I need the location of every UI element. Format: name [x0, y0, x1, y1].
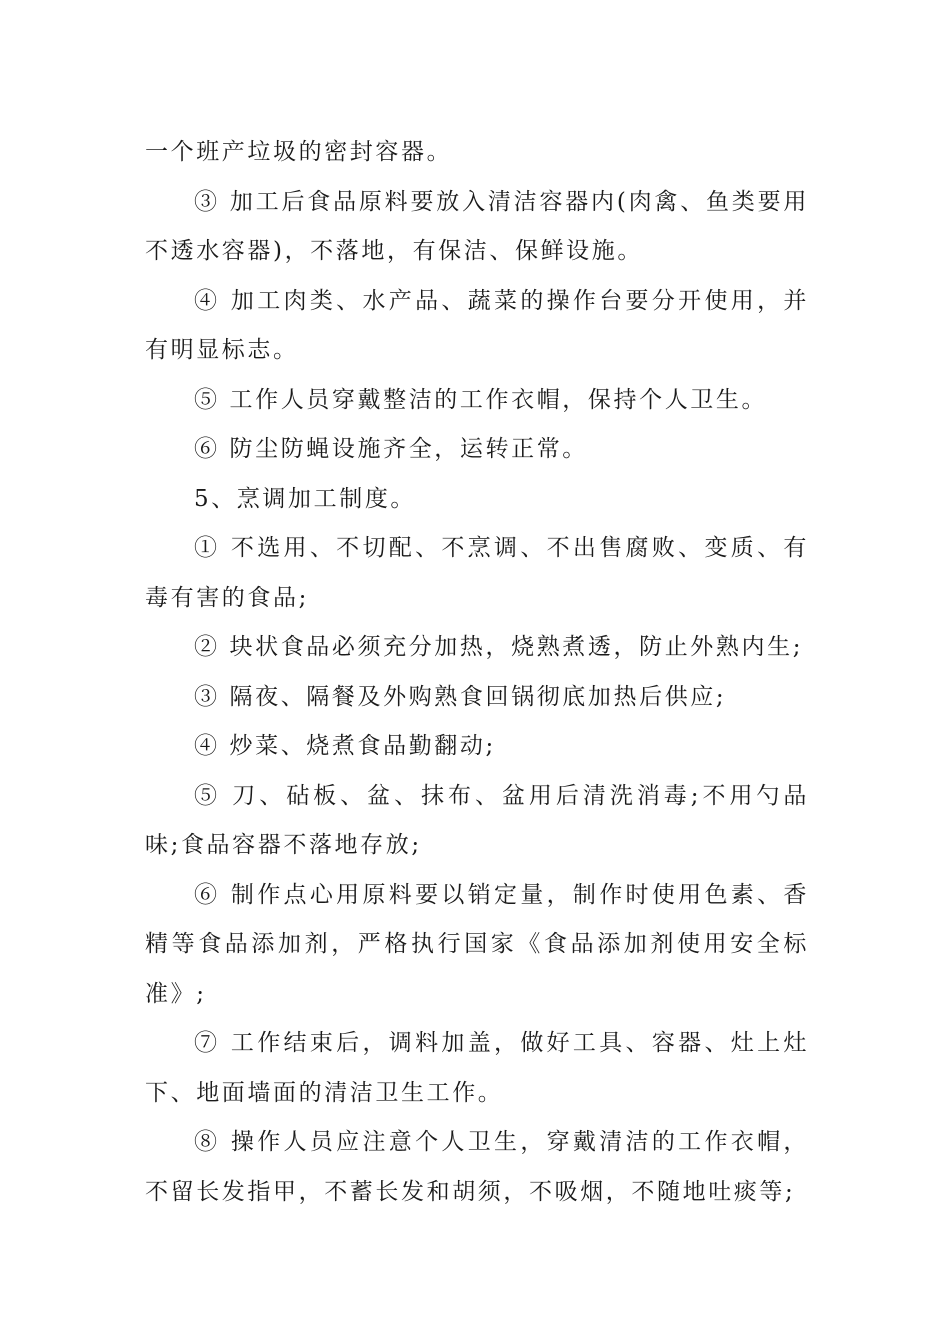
paragraph-item-5-staff-hygiene: ⑤ 工作人员穿戴整洁的工作衣帽，保持个人卫生。 — [194, 386, 768, 413]
paragraph-cooking-item-5: ⑤ 刀、砧板、盆、抹布、盆用后清洗消毒;不用勺品味;食品容器不落地存放; — [145, 782, 809, 858]
paragraph-cooking-item-7: ⑦ 工作结束后，调料加盖，做好工具、容器、灶上灶下、地面墙面的清洁卫生工作。 — [145, 1030, 809, 1106]
paragraph-cooking-item-4: ④ 炒菜、烧煮食品勤翻动; — [194, 733, 496, 759]
paragraph-cooking-item-8: ⑧ 操作人员应注意个人卫生，穿戴清洁的工作衣帽，不留长发指甲，不蓄长发和胡须，不吸烟，不随地吐痰等; — [145, 1129, 809, 1205]
paragraph-item-3-clean-containers: ③ 加工后食品原料要放入清洁容器内(肉禽、鱼类要用不透水容器)，不落地，有保洁、保鲜设施。 — [145, 188, 809, 264]
paragraph-item-4-separate-workbenches: ④ 加工肉类、水产品、蔬菜的操作台要分开使用，并有明显标志。 — [145, 287, 809, 363]
paragraph-cooking-item-2: ② 块状食品必须充分加热，烧熟煮透，防止外熟内生; — [194, 634, 804, 660]
document-body — [145, 128, 809, 1217]
paragraph-cooking-item-6: ⑥ 制作点心用原料要以销定量，制作时使用色素、香精等食品添加剂，严格执行国家《食品添加剂使用安全标准》; — [145, 881, 809, 1007]
paragraph-item-6-dust-fly-prevention: ⑥ 防尘防蝇设施齐全，运转正常。 — [194, 436, 588, 462]
paragraph-cooking-item-1: ① 不选用、不切配、不烹调、不出售腐败、变质、有毒有害的食品; — [145, 535, 809, 611]
paragraph-cooking-item-3: ③ 隔夜、隔餐及外购熟食回锅彻底加热后供应; — [194, 683, 727, 710]
paragraph-continuation: 一个班产垃圾的密封容器。 — [145, 139, 453, 165]
section-heading-cooking-system: 5、烹调加工制度。 — [194, 485, 417, 512]
